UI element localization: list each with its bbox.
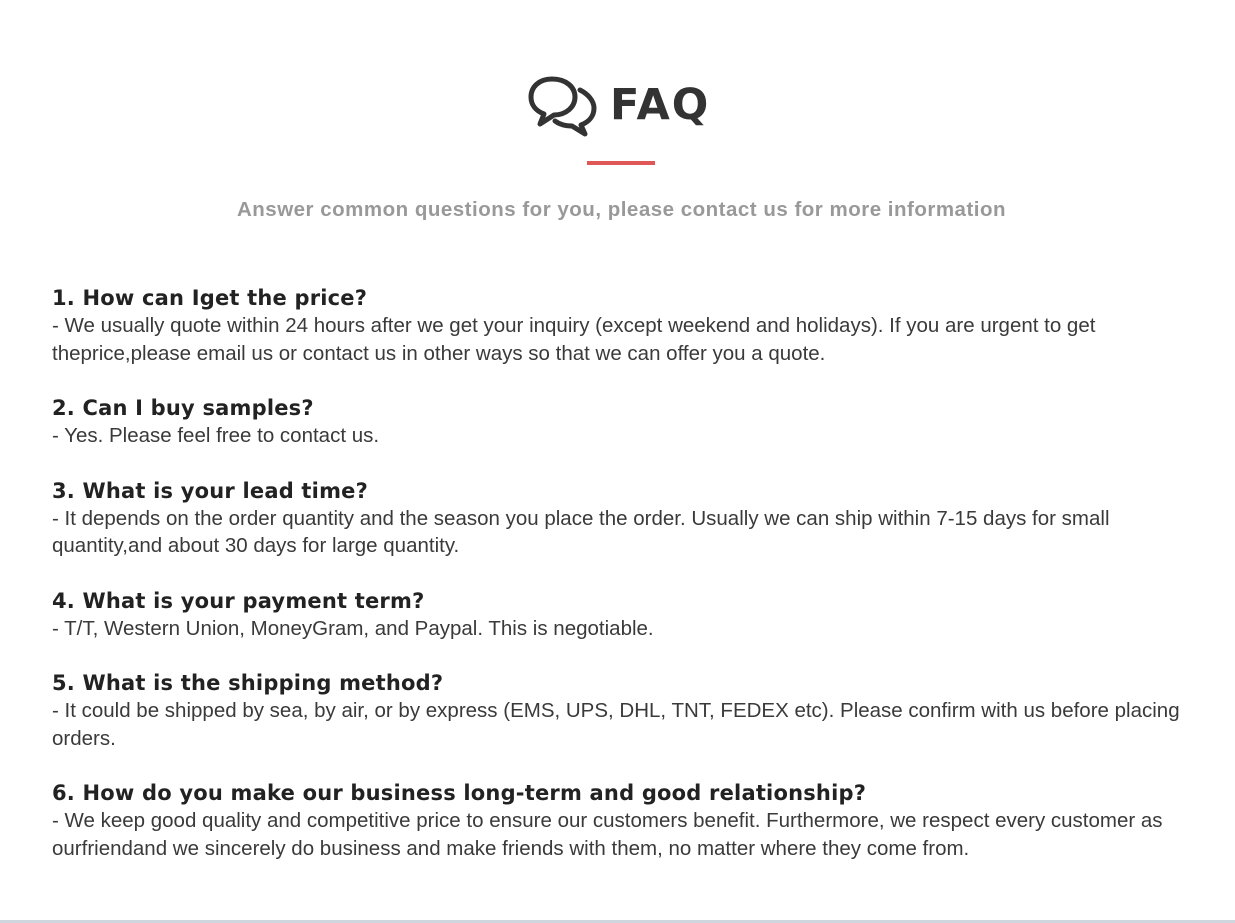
faq-answer: - It depends on the order quantity and the season you place the order. Usually we can ship within 7-15 days for small quantity,and about 30 days for large quantity. bbox=[52, 506, 1110, 557]
faq-item bbox=[52, 779, 1187, 862]
faq-item bbox=[52, 587, 1187, 643]
faq-answer: - We keep good quality and competitive price to ensure our customers benefit. Furthermore, we respect every customer as ourfriendand we sincerely do business and make friends with them, no matter where they come from. bbox=[52, 809, 1163, 860]
faq-question: 2. Can I buy samples? bbox=[52, 396, 314, 420]
faq-item bbox=[52, 284, 1187, 367]
faq-list bbox=[52, 284, 1187, 889]
faq-answer: - We usually quote within 24 hours after we get your inquiry (except weekend and holidays). If you are urgent to get theprice,please email us or contact us in other ways so that we can offer you a quote. bbox=[52, 314, 1096, 365]
title-underline bbox=[587, 161, 655, 165]
faq-item bbox=[52, 477, 1187, 560]
faq-question: 1. How can Iget the price? bbox=[52, 286, 368, 310]
faq-answer: - It could be shipped by sea, by air, or by express (EMS, UPS, DHL, TNT, FEDEX etc). Please confirm with us before placing orders. bbox=[52, 699, 1180, 750]
faq-question: 5. What is the shipping method? bbox=[52, 671, 444, 695]
faq-question: 3. What is your lead time? bbox=[52, 478, 368, 503]
faq-item bbox=[52, 394, 1187, 450]
faq-answer: - Yes. Please feel free to contact us. bbox=[52, 424, 380, 447]
speech-bubbles-icon bbox=[528, 74, 600, 140]
faq-answer: - T/T, Western Union, MoneyGram, and Paypal. This is negotiable. bbox=[52, 616, 654, 640]
faq-question: 4. What is your payment term? bbox=[52, 588, 425, 613]
faq-header bbox=[0, 72, 1235, 142]
faq-question: 6. How do you make our business long-term and good relationship? bbox=[52, 781, 867, 805]
page-subtitle: Answer common questions for you, please contact us for more information bbox=[236, 198, 1007, 221]
faq-title: FAQ bbox=[610, 80, 711, 130]
faq-item bbox=[52, 669, 1187, 752]
